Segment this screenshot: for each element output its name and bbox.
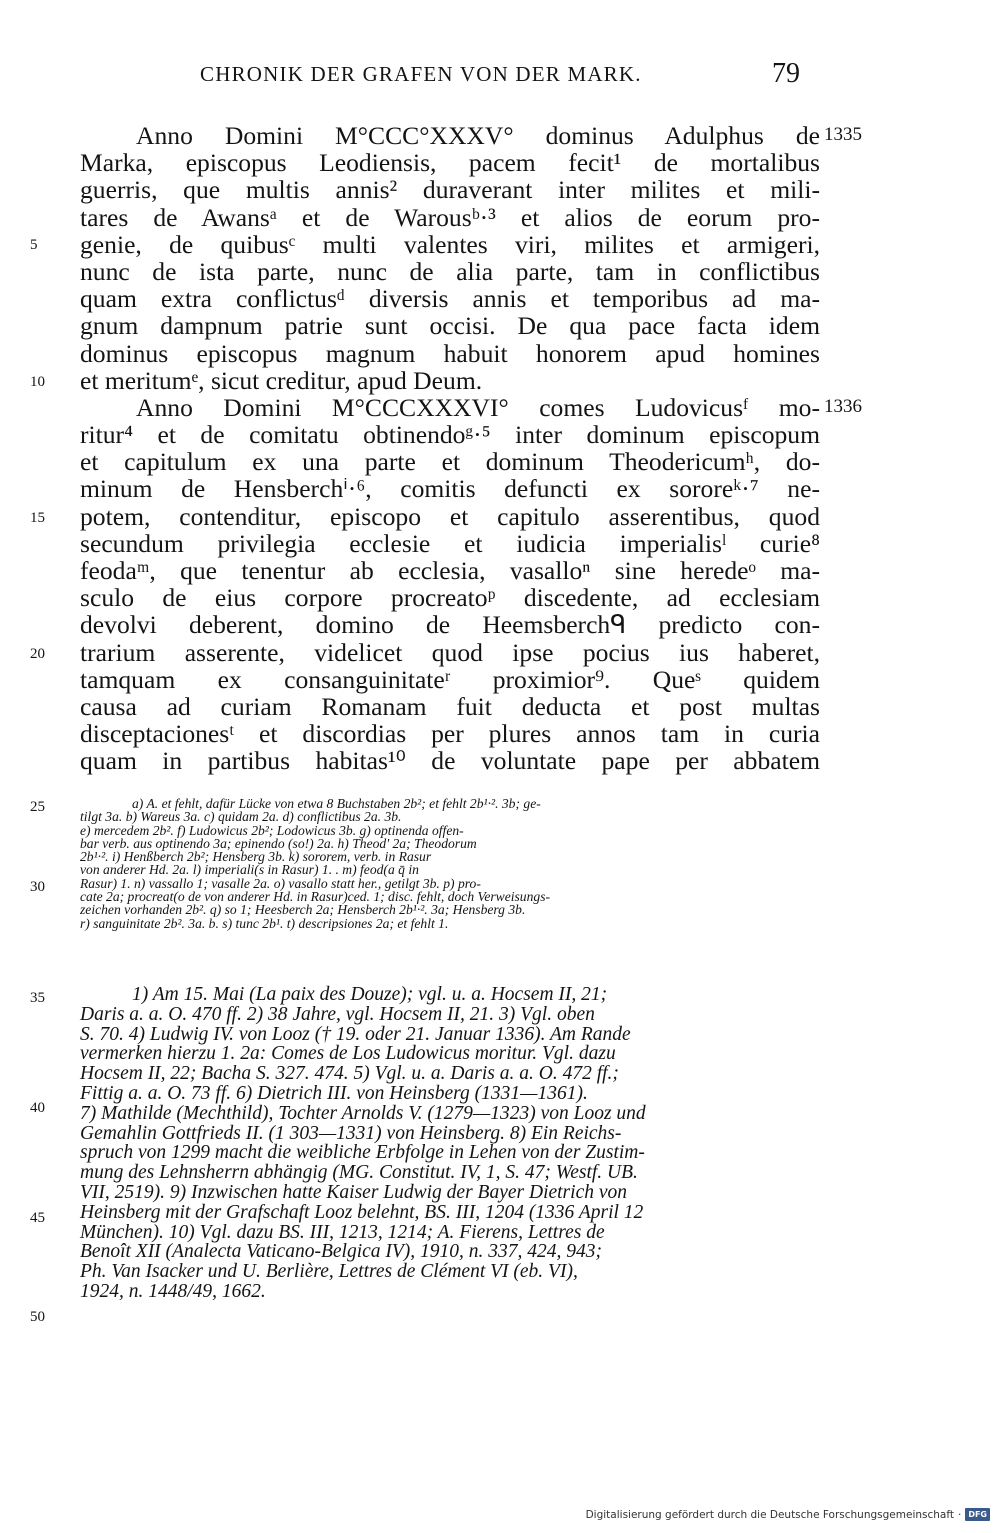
margin-year: 1335 (824, 124, 862, 145)
text-line: nunc de ista parte, nunc de alia parte, tam in conflictibus (80, 256, 820, 286)
text-line: guerris, que multis annis² duraverant inter milites et mili- (80, 175, 820, 205)
commentary-line: Benoît XII (Analecta Vaticano-Belgica IV), 1910, n. 337, 424, 943; (80, 1241, 603, 1263)
line-number: 15 (30, 510, 45, 526)
critical-apparatus (80, 797, 792, 930)
text-line: trarium asserente, videlicet quod ipse pocius ius haberet, (80, 637, 820, 667)
apparatus-line: 2b¹·². i) Henßberch 2b²; Hensberg 3b. k) sororem, verb. in Rasur (80, 849, 432, 865)
line-number: 20 (30, 646, 45, 662)
commentary-line: Gemahlin Gottfrieds II. (1 303—1331) von Heinsberg. 8) Ein Reichs- (80, 1122, 622, 1144)
commentary-line: Ph. Van Isacker und U. Berlière, Lettres de Clément VI (eb. VI), (80, 1261, 578, 1283)
text-line: disceptacionesᵗ et discordias per plures annos tam in curia (80, 719, 820, 749)
line-number: 30 (30, 879, 45, 895)
apparatus-line: e) mercedem 2b². f) Ludowicus 2b²; Lodowicus 3b. g) optinenda offen- (80, 822, 464, 838)
running-title: CHRONIK DER GRAFEN VON DER MARK. (200, 62, 642, 86)
commentary-line: 1) Am 15. Mai (La paix des Douze); vgl. u. a. Hocsem II, 21; (132, 984, 608, 1005)
commentary-line: spruch von 1299 macht die weibliche Erbfolge in Lehen von der Zustim- (80, 1142, 645, 1164)
commentary-line: Fittig a. a. O. 73 ff. 6) Dietrich III. von Heinsberg (1331—1361). (80, 1082, 588, 1104)
text-line: causa ad curiam Romanam fuit deducta et post multas (80, 691, 820, 721)
text-line: Anno Domini M°CCC°XXXV° dominus Adulphus de (136, 121, 820, 150)
text-line: ritur⁴ et de comitatu obtinendoᵍ·⁵ inter dominum episcopum (80, 420, 820, 450)
footer-separator: · (957, 1508, 962, 1521)
apparatus-line: tilgt 3a. b) Wareus 3a. c) quidam 2a. d) conflictibus 2a. 3b. (80, 809, 402, 825)
text-line: genie, de quibusᶜ multi valentes viri, milites et armigeri, (80, 229, 820, 259)
page-number: 79 (772, 58, 800, 89)
commentary-line: Daris a. a. O. 470 ff. 2) 38 Jahre, vgl. Hocsem II, 21. 3) Vgl. oben (80, 1003, 595, 1025)
text-line: devolvi deberent, domino de Heemsberchᑫ predicto con- (80, 610, 820, 640)
line-number: 10 (30, 374, 45, 390)
line-number: 40 (30, 1100, 45, 1116)
text-line: quam extra conflictusᵈ diversis annis et temporibus ad ma- (80, 284, 820, 314)
text-line: et meritumᵉ, sicut creditur, apud Deum. (80, 365, 483, 395)
commentary-line: VII, 2519). 9) Inzwischen hatte Kaiser Ludwig der Bayer Dietrich von (80, 1181, 627, 1203)
apparatus-line: Rasur) 1. n) vassallo 1; vasalle 2a. o) vasallo statt her., getilgt 3b. p) pro- (80, 875, 481, 891)
main-text (80, 122, 820, 775)
apparatus-line: cate 2a; procreat(o de von anderer Hd. in Rasur)ced. 1; disc. fehlt, doch Verweisungs- (80, 889, 551, 905)
line-number: 25 (30, 799, 45, 815)
text-line: minum de Hensberchⁱ·⁶, comitis defuncti ex sororeᵏ·⁷ ne- (80, 474, 820, 504)
line-number: 5 (30, 237, 38, 253)
apparatus-line: zeichen vorhanden 2b². q) so 1; Heesberch 2a; Hensberch 2b¹·². 3a; Hensberg 3b. (80, 902, 526, 918)
text-line: gnum dampnum patrie sunt occisi. De qua pace facta idem (80, 311, 820, 341)
commentary-line: S. 70. 4) Ludwig IV. von Looz († 19. oder 21. Januar 1336). Am Rande (80, 1023, 631, 1045)
apparatus-line: von anderer Hd. 2a. l) imperiali(s in Rasur) 1. . m) feod(a q̄ in (80, 862, 419, 878)
text-line: tares de Awansᵃ et de Warousᵇ·³ et alios de eorum pro- (80, 202, 820, 232)
text-line: feodaᵐ, que tenentur ab ecclesia, vasalloⁿ sine heredeᵒ ma- (80, 556, 820, 585)
page-header (200, 58, 800, 96)
text-line: sculo de eius corpore procreatoᵖ discedente, ad ecclesiam (80, 583, 820, 613)
line-number: 35 (30, 990, 45, 1006)
digitization-footer (586, 1508, 990, 1521)
margin-year: 1336 (824, 396, 862, 417)
text-line: tamquam ex consanguinitateʳ proximior⁹. Queˢ quidem (80, 664, 820, 694)
commentary-line: Heinsberg mit der Grafschaft Looz belehnt, BS. III, 1204 (1336 April 12 (80, 1201, 644, 1223)
line-number: 50 (30, 1309, 45, 1325)
apparatus-line: r) sanguinitate 2b². 3a. b. s) tunc 2b¹. t) descripsiones 2a; et fehlt 1. (80, 915, 449, 931)
text-line: quam in partibus habitas¹⁰ de voluntate pape per abbatem (80, 746, 820, 776)
footer-text: Digitalisierung gefördert durch die Deutsche Forschungsgemeinschaft (585, 1508, 954, 1521)
dfg-logo-icon: DFG (965, 1508, 990, 1521)
commentary-line: vermerken hierzu 1. 2a: Comes de Los Ludowicus moritur. Vgl. dazu (80, 1043, 616, 1065)
text-line: potem, contenditur, episcopo et capitulo asserentibus, quod (80, 501, 820, 531)
text-line: secundum privilegia ecclesie et iudicia imperialisˡ curie⁸ (80, 528, 820, 558)
text-line: Anno Domini M°CCCXXXVI° comes Ludovicusᶠ mo- (136, 392, 820, 422)
text-line: Marka, episcopus Leodiensis, pacem fecit¹ de mortalibus (80, 148, 820, 178)
commentary-line: München). 10) Vgl. dazu BS. III, 1213, 1214; A. Fierens, Lettres de (80, 1221, 605, 1243)
commentary-line: mung des Lehnsherrn abhängig (MG. Constitut. IV, 1, S. 47; Westf. UB. (80, 1162, 638, 1184)
commentary-line: 1924, n. 1448/49, 1662. (80, 1280, 266, 1302)
text-line: dominus episcopus magnum habuit honorem apud homines (80, 338, 820, 368)
line-number: 45 (30, 1210, 45, 1226)
commentary-line: 7) Mathilde (Mechthild), Tochter Arnolds V. (1279—1323) von Looz und (80, 1102, 646, 1124)
commentary-line: Hocsem II, 22; Bacha S. 327. 474. 5) Vgl. u. a. Daris a. a. O. 472 ff.; (80, 1063, 619, 1085)
commentary-notes (80, 985, 792, 1302)
apparatus-line: a) A. et fehlt, dafür Lücke von etwa 8 Buchstaben 2b²; et fehlt 2b¹·². 3b; ge- (132, 796, 541, 811)
apparatus-line: bar verb. aus optinendo 3a; epinendo (so!) 2a. h) Theod' 2a; Theodorum (80, 835, 477, 851)
text-line: et capitulum ex una parte et dominum Theodericumʰ, do- (80, 447, 820, 477)
